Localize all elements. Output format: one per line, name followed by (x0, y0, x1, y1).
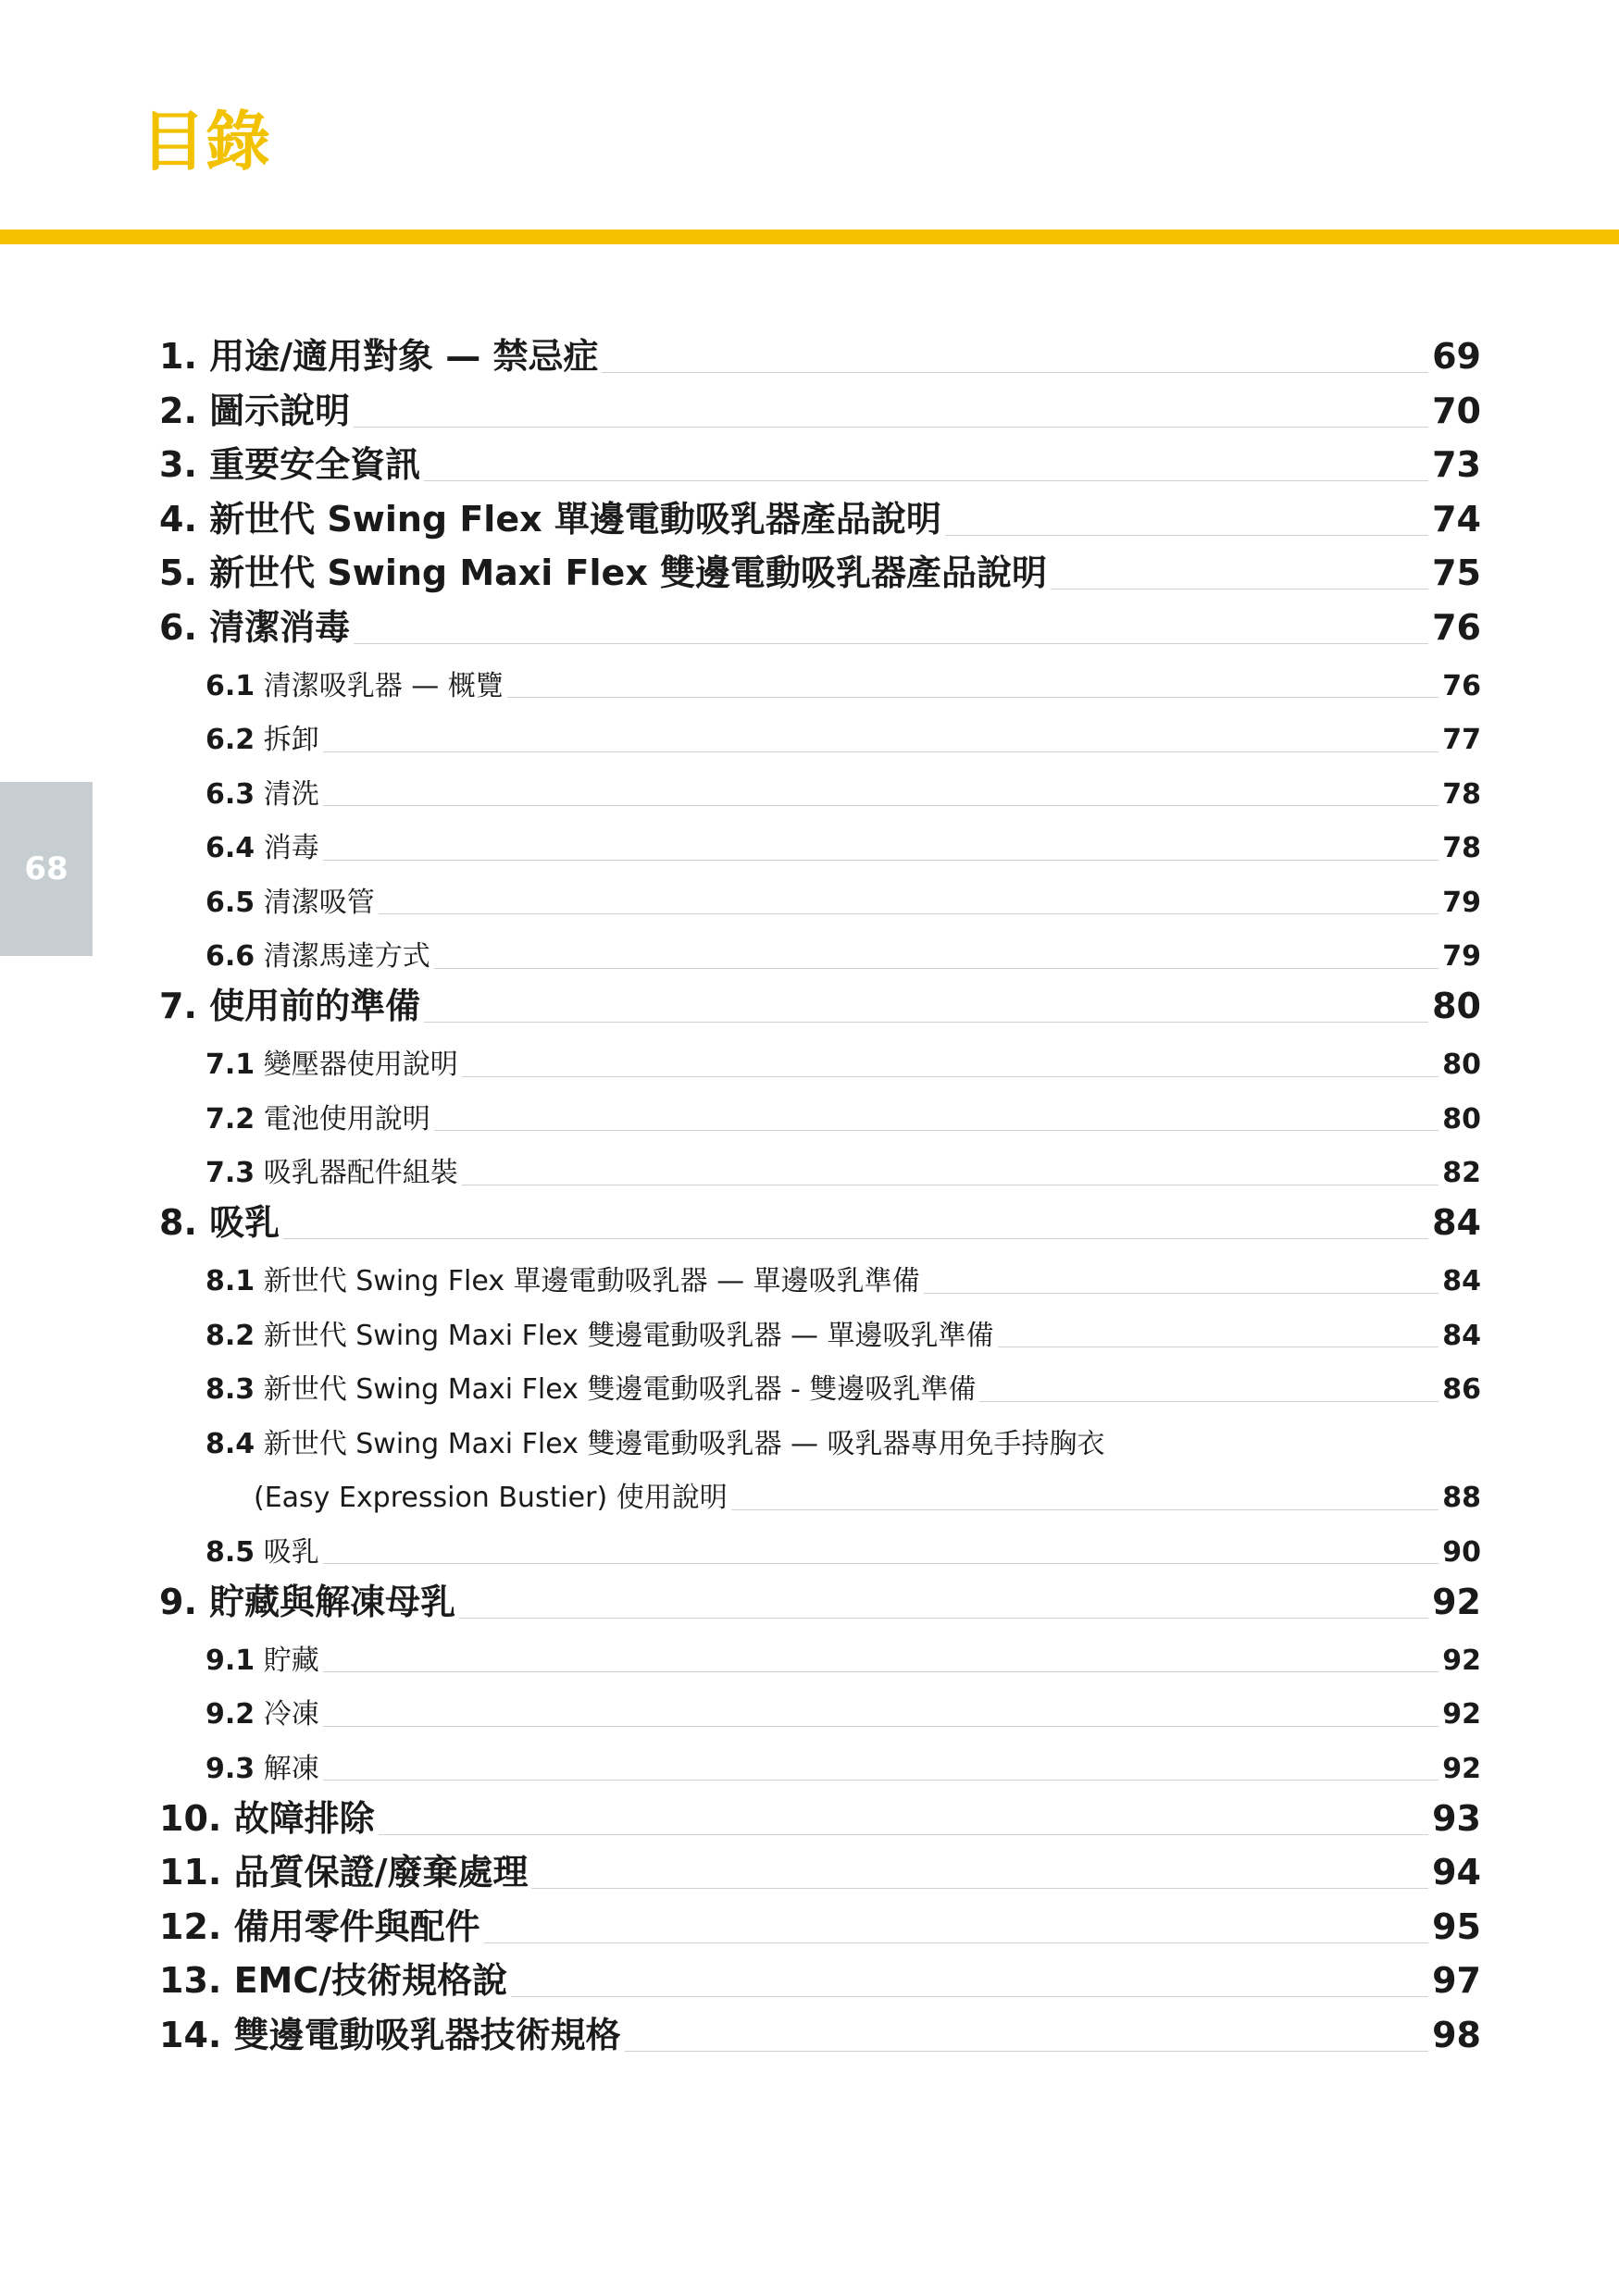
toc-entry-page: 79 (1442, 886, 1481, 919)
toc-entry[interactable] (159, 1201, 1481, 1244)
toc-entry-label (159, 391, 350, 432)
toc-entry-number: 6.5 (205, 886, 255, 919)
toc-entry-text: 新世代 Swing Flex 單邊電動吸乳器 — 單邊吸乳準備 (263, 1265, 920, 1297)
toc-entry-page: 74 (1432, 498, 1481, 540)
toc-entry-page: 80 (1442, 1102, 1481, 1136)
toc-entry[interactable] (205, 1689, 1481, 1731)
toc-entry-page: 92 (1442, 1644, 1481, 1677)
toc-entry-text: 清潔馬達方式 (263, 940, 430, 973)
toc-leader-line (424, 1022, 1428, 1023)
toc-entry-text: 備用零件與配件 (233, 1905, 480, 1947)
toc-leader-line (507, 697, 1438, 698)
toc-entry-number: 6.4 (205, 832, 255, 864)
toc-leader-line (979, 1401, 1438, 1402)
toc-entry-page: 98 (1432, 2014, 1481, 2055)
toc-entry-page: 92 (1432, 1581, 1481, 1622)
toc-entry-number: 6.6 (205, 940, 255, 973)
toc-entry-label (159, 608, 350, 649)
toc-entry[interactable] (159, 390, 1481, 432)
toc-entry-text: 清洗 (263, 777, 319, 811)
toc-entry-page: 84 (1442, 1265, 1481, 1297)
toc-entry-page: 79 (1442, 940, 1481, 973)
toc-entry-page: 84 (1442, 1319, 1481, 1352)
toc-entry-page: 82 (1442, 1157, 1481, 1189)
toc-entry-label (205, 1266, 920, 1298)
toc-entry-number: 9.3 (205, 1752, 255, 1785)
toc-entry-text: 用途/適用對象 — 禁忌症 (209, 336, 599, 378)
toc-entry-number: 2. (159, 390, 197, 431)
toc-entry-number: 9.1 (205, 1644, 255, 1677)
toc-entry[interactable] (205, 1093, 1481, 1136)
toc-leader-line (323, 1671, 1439, 1672)
toc-entry-page: 78 (1442, 832, 1481, 864)
toc-entry-text: 吸乳器配件組裝 (263, 1157, 458, 1189)
toc-entry-page: 80 (1442, 1049, 1481, 1081)
toc-entry-text: 清潔吸管 (263, 886, 375, 919)
toc-entry-label (159, 445, 420, 486)
toc-entry-page: 93 (1432, 1797, 1481, 1839)
toc-entry[interactable] (159, 335, 1481, 378)
toc-entry-number: 6.1 (205, 669, 255, 702)
toc-leader-line (354, 643, 1428, 644)
toc-entry[interactable] (159, 498, 1481, 540)
toc-entry-label (205, 1321, 994, 1353)
toc-entry-text: 吸乳 (263, 1535, 319, 1569)
toc-entry-text: 清潔吸乳器 — 概覽 (263, 669, 504, 702)
toc-entry-number: 6.3 (205, 777, 255, 811)
toc-leader-line (462, 1076, 1439, 1077)
toc-entry-text: 變壓器使用說明 (263, 1049, 458, 1081)
toc-entry-text: 解凍 (263, 1752, 319, 1785)
toc-entry[interactable] (159, 985, 1481, 1027)
toc-leader-line (323, 1780, 1439, 1781)
toc-entry[interactable] (205, 876, 1481, 919)
toc-leader-line (531, 1888, 1428, 1889)
toc-leader-line (625, 2051, 1429, 2052)
toc-entry-page: 70 (1432, 390, 1481, 431)
toc-entry-text: 重要安全資訊 (209, 444, 421, 486)
toc-leader-line (354, 427, 1428, 428)
header-rule (0, 230, 1619, 244)
toc-entry[interactable] (205, 1039, 1481, 1082)
toc-entry-label (205, 1645, 319, 1678)
toc-entry-label (205, 833, 319, 865)
toc-entry[interactable] (205, 1418, 1481, 1460)
toc-entry-page: 78 (1442, 777, 1481, 811)
toc-entry-number: 7.2 (205, 1102, 255, 1136)
toc-entry-page: 88 (1442, 1482, 1481, 1514)
toc-leader-line (434, 1130, 1439, 1131)
toc-leader-line (484, 1942, 1429, 1943)
toc-entry[interactable] (159, 1797, 1481, 1840)
toc-entry[interactable] (159, 552, 1481, 594)
toc-leader-line (945, 535, 1428, 536)
toc-leader-line (602, 372, 1428, 373)
toc-entry-text: 雙邊電動吸乳器技術規格 (233, 2014, 621, 2055)
toc-leader-line (323, 751, 1439, 752)
toc-entry-text: 新世代 Swing Maxi Flex 雙邊電動吸乳器產品說明 (209, 552, 1048, 594)
toc-entry-label (159, 1961, 507, 2002)
toc-entry-label (205, 887, 375, 920)
toc-entry-number: 8.4 (205, 1427, 255, 1460)
toc-entry-page: 76 (1432, 606, 1481, 648)
toc-entry[interactable] (205, 1256, 1481, 1298)
toc-entry-text: 清潔消毒 (209, 606, 351, 648)
toc-entry-text: 電池使用說明 (263, 1102, 430, 1136)
toc-entry-label (159, 1853, 528, 1893)
toc-entry-label (159, 553, 1047, 594)
toc-leader-line (424, 480, 1428, 481)
toc-entry[interactable] (159, 1581, 1481, 1623)
toc-entry-label (205, 1158, 458, 1190)
toc-entry-page: 92 (1442, 1752, 1481, 1785)
toc-entry[interactable] (159, 1851, 1481, 1893)
toc-entry[interactable] (205, 1526, 1481, 1569)
toc-entry-text: 新世代 Swing Maxi Flex 雙邊電動吸乳器 - 雙邊吸乳準備 (263, 1373, 977, 1406)
toc-entry-page: 80 (1432, 986, 1481, 1027)
toc-entry-label (205, 671, 504, 703)
toc-entry[interactable] (205, 660, 1481, 702)
toc-entry-label (205, 779, 319, 812)
toc-entry-text: 貯藏 (263, 1644, 319, 1677)
toc-entry[interactable] (205, 1364, 1481, 1407)
toc-entry-page: 90 (1442, 1535, 1481, 1569)
toc-entry-label (159, 500, 941, 540)
toc-leader-line (323, 860, 1439, 861)
toc-leader-line (434, 968, 1439, 969)
toc-leader-line (731, 1509, 1439, 1510)
toc-entry-number: 1. (159, 336, 197, 378)
toc-entry-page: 69 (1432, 336, 1481, 378)
toc-entry[interactable] (159, 1959, 1481, 2002)
toc-entry-label (159, 1203, 280, 1244)
toc-entry-page: 92 (1442, 1698, 1481, 1731)
toc-entry-number: 11. (159, 1852, 222, 1893)
toc-entry-number: 6. (159, 606, 197, 648)
toc-leader-line (459, 1618, 1428, 1619)
toc-entry-text: 使用前的準備 (209, 986, 421, 1027)
page-number-tab (0, 782, 93, 956)
toc-leader-line (379, 1834, 1429, 1835)
toc-entry-number: 10. (159, 1797, 222, 1839)
toc-entry-number: 14. (159, 2014, 222, 2055)
toc-entry-number: 8. (159, 1202, 197, 1244)
toc-entry-text: 新世代 Swing Flex 單邊電動吸乳器產品說明 (209, 498, 941, 540)
page-number: 68 (24, 850, 68, 887)
toc-leader-line (924, 1293, 1439, 1294)
toc-entry-number: 7. (159, 986, 197, 1027)
toc-entry[interactable] (159, 606, 1481, 649)
toc-entry-page: 76 (1442, 669, 1481, 702)
toc-entry-text: 圖示說明 (209, 390, 351, 431)
toc-entry[interactable] (205, 768, 1481, 811)
toc-entry-text: 拆卸 (263, 724, 319, 756)
toc-entry-label (205, 1537, 319, 1570)
toc-entry-page: 94 (1432, 1852, 1481, 1893)
toc-entry-number: 7.1 (205, 1049, 255, 1081)
toc-entry-page: 97 (1432, 1960, 1481, 2002)
toc-entry-number: 8.3 (205, 1373, 255, 1406)
toc-entry-label (159, 1907, 480, 1948)
toc-entry-number: 13. (159, 1960, 222, 2002)
toc-entry-text: 新世代 Swing Maxi Flex 雙邊電動吸乳器 — 單邊吸乳準備 (263, 1319, 994, 1352)
toc-entry-label (205, 1104, 430, 1136)
toc-entry[interactable] (159, 443, 1481, 486)
toc-entry-text: 新世代 Swing Maxi Flex 雙邊電動吸乳器 — 吸乳器專用免手持胸衣 (263, 1427, 1105, 1460)
toc-entry-page: 95 (1432, 1905, 1481, 1947)
toc-entry-number: 4. (159, 498, 197, 540)
toc-entry-label (205, 1429, 1105, 1461)
toc-entry-number: 8.5 (205, 1535, 255, 1569)
toc-entry[interactable] (205, 931, 1481, 974)
toc-entry-label (159, 337, 598, 378)
toc-entry[interactable] (205, 823, 1481, 865)
toc-entry[interactable] (159, 1905, 1481, 1948)
toc-entry-label (159, 1582, 455, 1623)
toc-entry-page: 75 (1432, 552, 1481, 594)
toc-entry-page: 77 (1442, 724, 1481, 756)
toc-entry[interactable] (205, 714, 1481, 757)
toc-leader-line (1051, 589, 1428, 590)
toc-entry-label (254, 1483, 728, 1515)
toc-entry-number: 8.2 (205, 1319, 255, 1352)
page-title: 目錄 (141, 104, 270, 180)
toc-entry-text: 品質保證/廢棄處理 (233, 1852, 529, 1893)
toc-leader-line (323, 1726, 1439, 1727)
toc-entry-label (205, 1049, 458, 1082)
toc-entry-label (205, 725, 319, 757)
toc-entry[interactable] (205, 1309, 1481, 1352)
toc-entry-text: 消毒 (263, 832, 319, 864)
toc-entry[interactable] (159, 2014, 1481, 2056)
toc-leader-line (323, 805, 1439, 806)
toc-leader-line (511, 1996, 1428, 1997)
toc-entry-page: 86 (1442, 1373, 1481, 1406)
toc-entry-number: 8.1 (205, 1265, 255, 1297)
toc-entry-label (159, 2016, 621, 2056)
toc-leader-line (283, 1238, 1428, 1239)
toc-entry-number: 7.3 (205, 1157, 255, 1189)
toc-entry-text: EMC/技術規格說 (233, 1960, 508, 2002)
toc-entry[interactable] (205, 1148, 1481, 1190)
toc-entry-number: 3. (159, 444, 197, 486)
toc-entry[interactable] (254, 1472, 1481, 1515)
toc-entry-label (205, 941, 430, 974)
toc-entry-text: 貯藏與解凍母乳 (209, 1581, 456, 1622)
toc-entry-page: 73 (1432, 444, 1481, 486)
toc-entry-number: 9. (159, 1581, 197, 1622)
toc-entry[interactable] (205, 1743, 1481, 1785)
toc-leader-line (323, 1563, 1439, 1564)
toc-entry-label (205, 1374, 976, 1407)
toc-entry-label (205, 1699, 319, 1731)
toc-entry-text: 故障排除 (233, 1797, 375, 1839)
toc-entry-label (205, 1754, 319, 1786)
toc-entry-label (159, 1799, 375, 1840)
toc-entry-page: 84 (1432, 1202, 1481, 1244)
toc-entry-text: 吸乳 (209, 1202, 280, 1244)
toc-entry-number: 9.2 (205, 1698, 255, 1731)
toc-leader-line (379, 913, 1439, 914)
toc-entry-text: 冷凍 (263, 1698, 319, 1731)
toc-entry-number: 5. (159, 552, 197, 594)
toc-entry[interactable] (205, 1634, 1481, 1677)
toc-entry-label (159, 987, 420, 1027)
toc-entry-number: 6.2 (205, 724, 255, 756)
toc-entry-text: (Easy Expression Bustier) 使用說明 (254, 1482, 728, 1514)
toc-entry-number: 12. (159, 1905, 222, 1947)
